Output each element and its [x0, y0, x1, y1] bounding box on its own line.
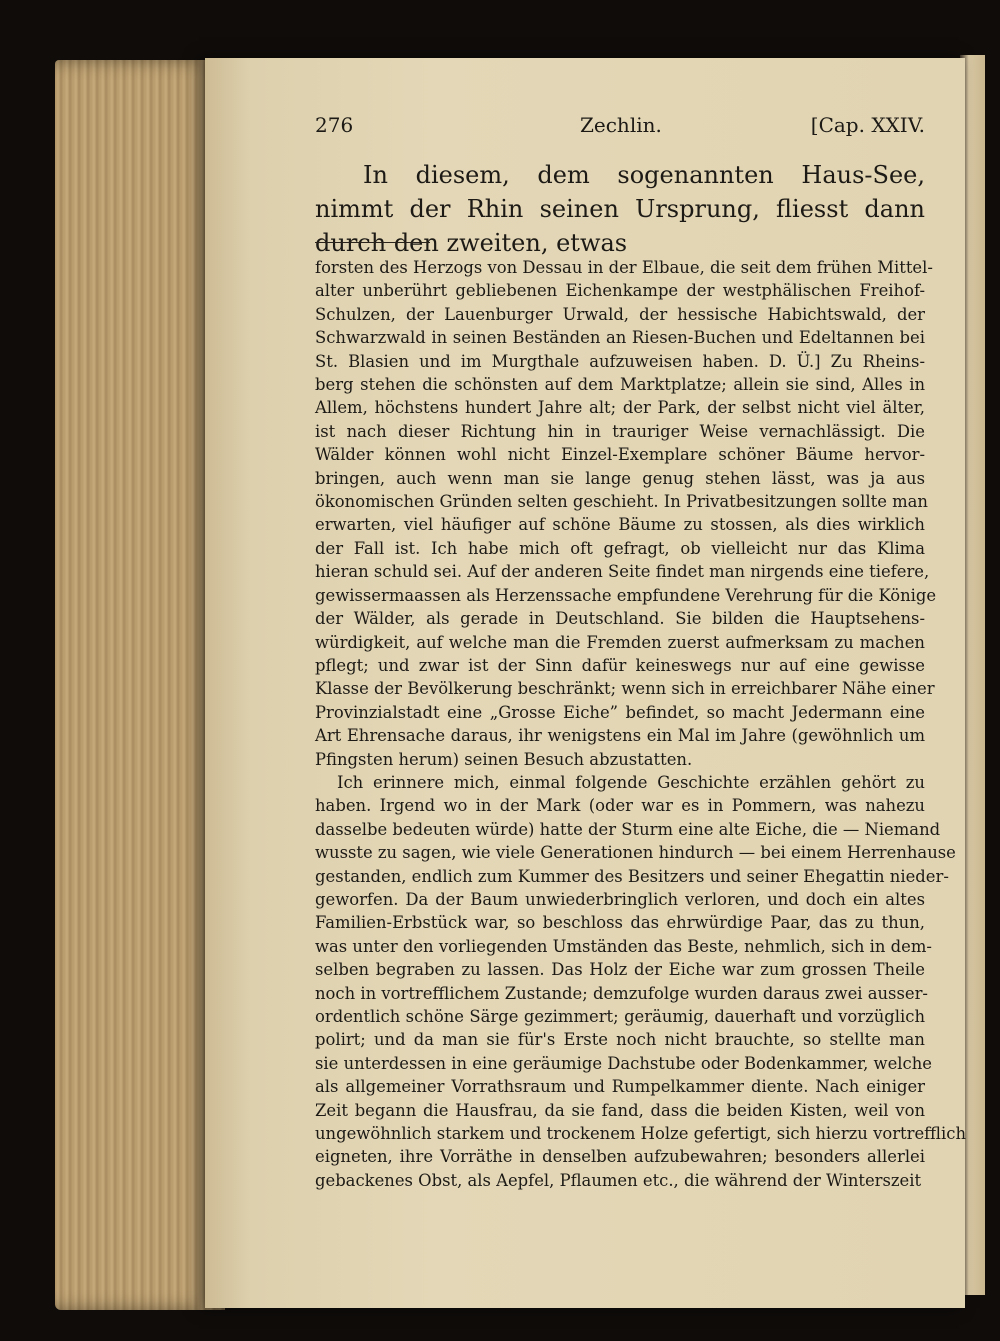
footnote-line: Ich erinnere mich, einmal folgende Geschichte erzählen gehört zu	[337, 772, 925, 792]
footnote-line: hieran schuld sei. Auf der anderen Seite findet man nirgends eine tiefere,	[315, 562, 930, 582]
footnote-line: berg stehen die schönsten auf dem Marktplatze; allein sie sind, Alles in	[315, 375, 925, 395]
footnote-line: gewissermaassen als Herzenssache empfundene Verehrung für die Könige	[315, 585, 937, 605]
footnote-rule	[315, 242, 430, 243]
footnote-line: Familien-Erbstück war, so beschloss das ehrwürdige Paar, das zu thun,	[315, 913, 925, 933]
main-paragraph: In diesem, dem sogenannten Haus-See, nimmt der Rhin seinen Ursprung, fliesst dann durch den zweiten, etwas	[315, 161, 925, 257]
footnote-line: pflegt; und zwar ist der Sinn dafür keineswegs nur auf eine gewisse	[315, 655, 925, 675]
chapter-label: [Cap. XXIV.	[810, 113, 925, 137]
footnote-line: alter unberührt gebliebenen Eichenkampe der westphälischen Freihof-	[315, 281, 925, 301]
page-header	[315, 113, 925, 143]
footnote-line: der Fall ist. Ich habe mich oft gefragt, ob vielleicht nur das Klima	[315, 538, 925, 558]
footnote-line: Wälder können wohl nicht Einzel-Exemplare schöner Bäume hervor-	[315, 445, 925, 465]
footnote-line: forsten des Herzogs von Dessau in der Elbaue, die seit dem frühen Mittel-	[315, 258, 933, 277]
footnote-line: Schulzen, der Lauenburger Urwald, der hessische Habichtswald, der	[315, 304, 925, 324]
footnote-line: bringen, auch wenn man sie lange genug stehen lässt, was ja aus	[315, 468, 925, 488]
footnote-line: geworfen. Da der Baum unwiederbringlich verloren, und doch ein altes	[315, 889, 925, 909]
running-title: Zechlin.	[580, 113, 662, 137]
footnote-line: als allgemeiner Vorrathsraum und Rumpelkammer diente. Nach einiger	[315, 1077, 925, 1097]
footnote-line: dasselbe bedeuten würde) hatte der Sturm eine alte Eiche, die — Niemand	[315, 819, 941, 839]
footnote-line: eigneten, ihre Vorräthe in denselben aufzubewahren; besonders allerlei	[315, 1147, 925, 1167]
footnote-line: Klasse der Bevölkerung beschränkt; wenn sich in erreichbarer Nähe einer	[315, 679, 935, 699]
footnote-line: Schwarzwald in seinen Beständen an Riesen-Buchen und Edeltannen bei	[315, 328, 925, 348]
footnote-line: Allem, höchstens hundert Jahre alt; der Park, der selbst nicht viel älter,	[315, 398, 925, 418]
footnote-line: ordentlich schöne Särge gezimmert; geräumig, dauerhaft und vorzüglich	[315, 1007, 925, 1026]
footnote-line: ist nach dieser Richtung hin in trauriger Weise vernachlässigt. Die	[315, 421, 925, 441]
footnote-line: erwarten, viel häufiger auf schöne Bäume zu stossen, als dies wirklich	[315, 515, 925, 535]
footnote-line: Art Ehrensache daraus, ihr wenigstens ein Mal im Jahre (gewöhnlich um	[315, 726, 925, 746]
footnote-line: noch in vortrefflichem Zustande; demzufolge wurden daraus zwei ausser-	[315, 983, 928, 1003]
footnote-block	[315, 256, 967, 1192]
footnote-line: Zeit begann die Hausfrau, da sie fand, dass die beiden Kisten, weil von	[315, 1100, 925, 1120]
footnote-line: gebackenes Obst, als Aepfel, Pflaumen etc., die während der Winterszeit	[315, 1170, 922, 1190]
book-page-edges	[55, 60, 225, 1310]
footnote-line: sie unterdessen in eine geräumige Dachstube oder Bodenkammer, welche	[315, 1053, 932, 1073]
page-number: 276	[315, 113, 354, 137]
footnote-line: haben. Irgend wo in der Mark (oder war es in Pommern, was nahezu	[315, 796, 925, 816]
footnote-line: ungewöhnlich starkem und trockenem Holze gefertigt, sich hierzu vortrefflich	[315, 1124, 967, 1144]
footnote-line: wusste zu sagen, wie viele Generationen hindurch — bei einem Herrenhause	[315, 843, 956, 863]
footnote-line: selben begraben zu lassen. Das Holz der Eiche war zum grossen Theile	[315, 960, 925, 980]
footnote-line: polirt; und da man sie für's Erste noch nicht brauchte, so stellte man	[315, 1030, 925, 1050]
footnote-line: St. Blasien und im Murgthale aufzuweisen haben. D. Ü.] Zu Rheins-	[315, 351, 925, 371]
footnote-line: würdigkeit, auf welche man die Fremden zuerst aufmerksam zu machen	[315, 632, 925, 652]
footnote-line: Pfingsten herum) seinen Besuch abzustatten.	[315, 749, 693, 769]
footnote-line: der Wälder, als gerade in Deutschland. Sie bilden die Hauptsehens-	[315, 609, 925, 629]
book-page	[205, 58, 965, 1308]
footnote-line: gestanden, endlich zum Kummer des Besitzers und seiner Ehegattin nieder-	[315, 866, 949, 886]
footnote-line: was unter den vorliegenden Umständen das Beste, nehmlich, sich in dem-	[315, 936, 932, 956]
footnote-line: ökonomischen Gründen selten geschieht. In Privatbesitzungen sollte man	[315, 492, 928, 512]
footnote-line: Provinzialstadt eine „Grosse Eiche” befindet, so macht Jedermann eine	[315, 702, 925, 722]
